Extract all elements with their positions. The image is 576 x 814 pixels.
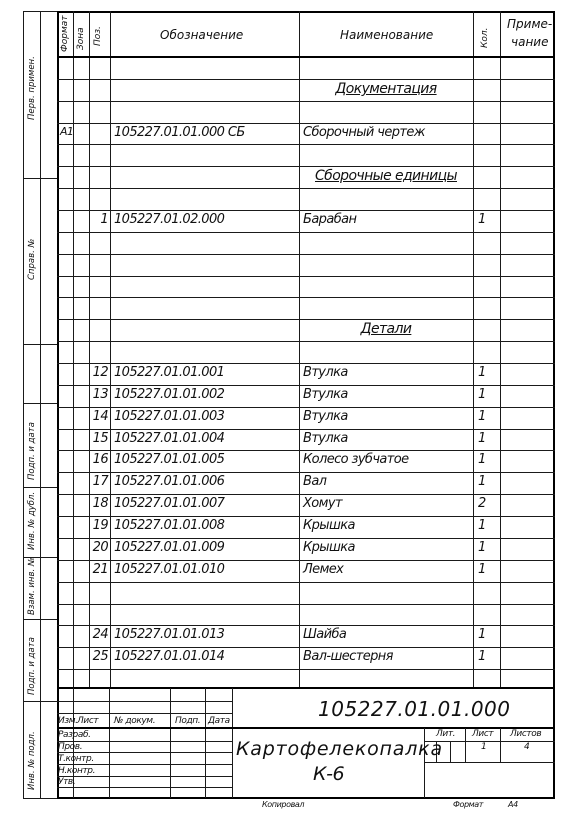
row-name: Крышка bbox=[303, 540, 355, 555]
row-designation: 105227.01.01.004 bbox=[114, 431, 225, 446]
row-qty: 1 bbox=[478, 452, 486, 467]
product-title: Картофелекопалка bbox=[236, 738, 443, 760]
row-name: Шайба bbox=[303, 627, 347, 642]
row-qty: 1 bbox=[478, 627, 486, 642]
row-designation: 105227.01.01.007 bbox=[114, 496, 225, 511]
row-line bbox=[57, 79, 555, 80]
row-section-title: Детали bbox=[360, 321, 412, 337]
row-pos: 14 bbox=[92, 409, 108, 424]
row-line bbox=[57, 625, 555, 626]
row-name: Сборочный чертеж bbox=[303, 125, 425, 140]
row-line bbox=[57, 494, 555, 495]
row-format: А1 bbox=[60, 125, 74, 138]
tb-h-1 bbox=[57, 701, 232, 702]
side-inv-podl: Инв. № подл. bbox=[27, 731, 37, 790]
row-qty: 1 bbox=[478, 518, 486, 533]
row-line bbox=[57, 604, 555, 605]
col-line-pos bbox=[110, 11, 111, 688]
row-designation: 105227.01.01.000 СБ bbox=[114, 125, 245, 140]
row-line bbox=[57, 254, 555, 255]
col-line-qty bbox=[500, 11, 501, 688]
hdr-format: Формат bbox=[60, 15, 70, 52]
footer-copied: Копировал bbox=[262, 800, 305, 809]
tb-utv: Утв. bbox=[58, 777, 76, 787]
side-div-4 bbox=[23, 487, 57, 488]
row-designation: 105227.01.01.006 bbox=[114, 474, 225, 489]
row-designation: 105227.01.01.008 bbox=[114, 518, 225, 533]
side-strip-left bbox=[23, 11, 24, 799]
row-name: Крышка bbox=[303, 518, 355, 533]
side-strip-top bbox=[23, 11, 57, 12]
hdr-note-1: Приме- bbox=[507, 17, 553, 31]
tb-h-6 bbox=[57, 764, 232, 765]
tb-t-kontr: Т.контр. bbox=[58, 754, 94, 764]
row-section-title: Сборочные единицы bbox=[315, 168, 457, 184]
row-designation: 105227.01.01.013 bbox=[114, 627, 225, 642]
tb-v-3 bbox=[170, 688, 171, 798]
tb-v-4 bbox=[205, 688, 206, 798]
frame-left bbox=[57, 11, 59, 799]
row-name: Втулка bbox=[303, 409, 348, 424]
row-designation: 105227.01.01.005 bbox=[114, 452, 225, 467]
tb-v-5 bbox=[232, 688, 233, 798]
row-designation: 105227.01.01.014 bbox=[114, 649, 225, 664]
tb-v-2 bbox=[109, 688, 110, 798]
row-name: Барабан bbox=[303, 212, 357, 227]
row-pos: 13 bbox=[92, 387, 108, 402]
row-qty: 1 bbox=[478, 212, 486, 227]
tb-right-h1 bbox=[424, 741, 555, 742]
col-line-zone bbox=[89, 11, 90, 688]
tb-right-h2 bbox=[424, 762, 555, 763]
doc-number: 105227.01.01.000 bbox=[318, 697, 511, 721]
tb-list: Лист bbox=[77, 716, 99, 726]
row-line bbox=[57, 560, 555, 561]
tb-razrab: Разраб. bbox=[58, 730, 91, 740]
row-designation: 105227.01.01.002 bbox=[114, 387, 225, 402]
row-designation: 105227.01.01.003 bbox=[114, 409, 225, 424]
row-section-title: Документация bbox=[335, 81, 437, 97]
tb-prov: Пров. bbox=[58, 742, 83, 752]
row-line bbox=[57, 123, 555, 124]
tb-n-kontr: Н.контр. bbox=[58, 766, 96, 776]
row-pos: 19 bbox=[92, 518, 108, 533]
row-line bbox=[57, 516, 555, 517]
row-line bbox=[57, 188, 555, 189]
row-designation: 105227.01.02.000 bbox=[114, 212, 225, 227]
row-line bbox=[57, 472, 555, 473]
side-vzam-inv: Взам. инв. № bbox=[27, 557, 37, 615]
row-pos: 24 bbox=[92, 627, 108, 642]
row-line bbox=[57, 341, 555, 342]
hdr-zone: Зона bbox=[76, 27, 86, 50]
row-qty: 1 bbox=[478, 474, 486, 489]
row-pos: 21 bbox=[92, 562, 108, 577]
col-line-format bbox=[73, 11, 74, 688]
row-line bbox=[57, 385, 555, 386]
tb-sheet-value: 1 bbox=[481, 742, 487, 752]
row-qty: 1 bbox=[478, 562, 486, 577]
tb-data: Дата bbox=[208, 716, 230, 726]
row-name: Втулка bbox=[303, 431, 348, 446]
row-pos: 18 bbox=[92, 496, 108, 511]
side-perv-primen: Перв. примен. bbox=[27, 56, 37, 120]
tb-lit-box-2 bbox=[450, 741, 451, 762]
row-pos: 1 bbox=[100, 212, 108, 227]
row-designation: 105227.01.01.009 bbox=[114, 540, 225, 555]
hdr-note-2: чание bbox=[511, 35, 549, 49]
row-pos: 16 bbox=[92, 452, 108, 467]
row-name: Втулка bbox=[303, 365, 348, 380]
row-line bbox=[57, 363, 555, 364]
row-designation: 105227.01.01.001 bbox=[114, 365, 225, 380]
row-line bbox=[57, 538, 555, 539]
product-code: К-6 bbox=[313, 763, 345, 785]
row-designation: 105227.01.01.010 bbox=[114, 562, 225, 577]
side-div-6 bbox=[23, 619, 57, 620]
tb-h-8 bbox=[57, 787, 232, 788]
row-name: Втулка bbox=[303, 387, 348, 402]
frame-right bbox=[553, 11, 555, 799]
side-div-1 bbox=[23, 178, 57, 179]
footer-format-value: А4 bbox=[508, 800, 518, 809]
row-pos: 12 bbox=[92, 365, 108, 380]
tb-sheets: Листов bbox=[510, 729, 542, 739]
row-line bbox=[57, 647, 555, 648]
row-qty: 1 bbox=[478, 431, 486, 446]
tb-top bbox=[57, 687, 555, 689]
tb-h-5 bbox=[57, 752, 232, 753]
row-pos: 17 bbox=[92, 474, 108, 489]
side-podp-data-1: Подп. и дата bbox=[27, 422, 37, 480]
row-line bbox=[57, 429, 555, 430]
row-qty: 1 bbox=[478, 365, 486, 380]
row-pos: 15 bbox=[92, 431, 108, 446]
row-name: Вал-шестерня bbox=[303, 649, 393, 664]
row-line bbox=[57, 210, 555, 211]
row-line bbox=[57, 276, 555, 277]
row-name: Вал bbox=[303, 474, 327, 489]
frame-bottom bbox=[57, 797, 555, 799]
row-pos: 25 bbox=[92, 649, 108, 664]
row-line bbox=[57, 450, 555, 451]
hdr-pos: Поз. bbox=[93, 26, 103, 46]
row-line bbox=[57, 232, 555, 233]
row-qty: 2 bbox=[478, 496, 486, 511]
side-podp-data-2: Подп. и дата bbox=[27, 637, 37, 695]
tb-h-4 bbox=[57, 741, 232, 742]
hdr-designation: Обозначение bbox=[160, 28, 244, 42]
side-strip-mid bbox=[40, 11, 41, 799]
row-line bbox=[57, 582, 555, 583]
tb-izm: Изм. bbox=[58, 716, 78, 726]
row-qty: 1 bbox=[478, 409, 486, 424]
tb-sheets-value: 4 bbox=[524, 742, 530, 752]
tb-h-2 bbox=[57, 713, 232, 714]
side-strip-bottom bbox=[23, 798, 57, 799]
side-sprav-no: Справ. № bbox=[27, 238, 37, 280]
tb-n-dokum: № докум. bbox=[114, 716, 156, 726]
row-qty: 1 bbox=[478, 387, 486, 402]
row-line bbox=[57, 669, 555, 670]
row-line bbox=[57, 101, 555, 102]
frame-top bbox=[57, 11, 555, 13]
side-div-2 bbox=[23, 344, 57, 345]
tb-h-7 bbox=[57, 776, 232, 777]
tb-sheet: Лист bbox=[472, 729, 494, 739]
row-name: Хомут bbox=[303, 496, 342, 511]
row-line bbox=[57, 144, 555, 145]
tb-lit: Лит. bbox=[436, 729, 456, 739]
col-line-name bbox=[473, 11, 474, 688]
row-name: Колесо зубчатое bbox=[303, 452, 409, 467]
header-bottom bbox=[57, 56, 555, 58]
hdr-qty: Кол. bbox=[480, 27, 490, 48]
row-line bbox=[57, 166, 555, 167]
row-qty: 1 bbox=[478, 649, 486, 664]
row-line bbox=[57, 407, 555, 408]
row-name: Лемех bbox=[303, 562, 344, 577]
col-line-des bbox=[299, 11, 300, 688]
tb-right-v2 bbox=[465, 728, 466, 762]
side-inv-dubl: Инв. № дубл. bbox=[27, 491, 37, 550]
tb-podp: Подп. bbox=[175, 716, 201, 726]
footer-format-label: Формат bbox=[453, 800, 484, 809]
tb-right-v3 bbox=[500, 728, 501, 762]
row-line bbox=[57, 319, 555, 320]
row-pos: 20 bbox=[92, 540, 108, 555]
hdr-name: Наименование bbox=[340, 28, 434, 42]
row-line bbox=[57, 297, 555, 298]
row-qty: 1 bbox=[478, 540, 486, 555]
side-div-3 bbox=[23, 403, 57, 404]
side-div-7 bbox=[23, 701, 57, 702]
